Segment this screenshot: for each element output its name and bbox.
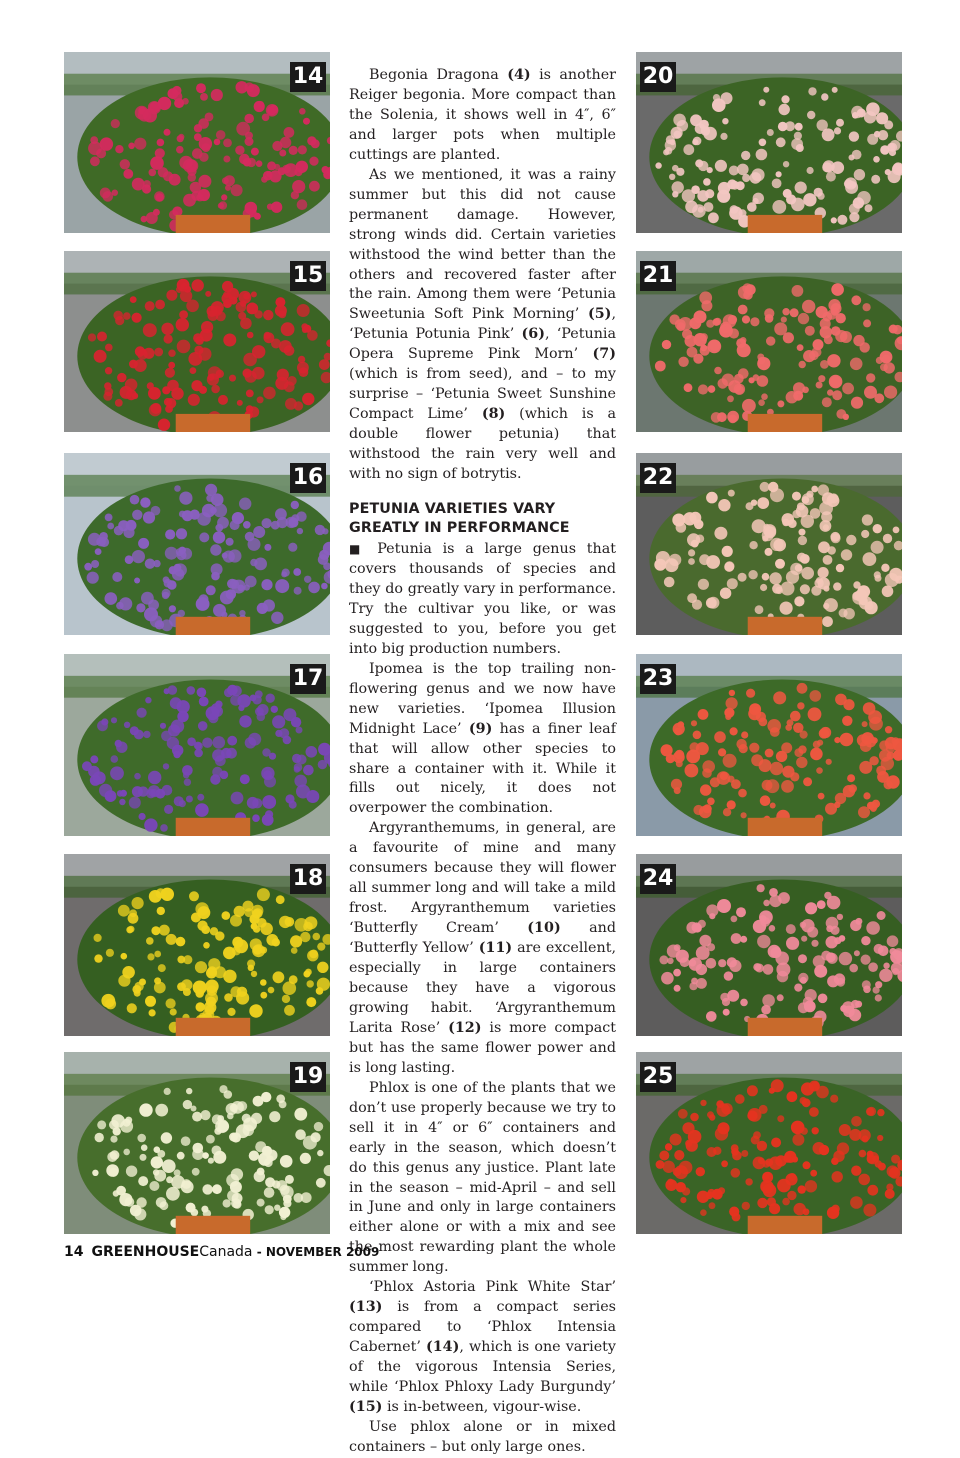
- paragraph: ■ Petunia is a large genus that covers thousands of species and they do greatly vary in performance. Try the cultivar you like, or was suggested to you, before you get into big production numbers.: [349, 541, 616, 657]
- photo-number: 15: [290, 261, 326, 291]
- paragraph: Argyranthemums, in general, are a favourite of mine and many consumers because they will flower all summer long and will take a mild frost. Argyranthemum varieties ‘Butterfly Cream’ (10) and ‘Butterfly Yellow’ (11) are excellent, especially in large containers because they have a vigorous growing habit. ‘Argyranthemum Larita Rose’ (12) is more compact but has the same flower power and is long lasting.: [349, 820, 617, 1076]
- photo-25: [636, 1052, 902, 1234]
- photo-number: 20: [640, 62, 676, 92]
- photo-number: 17: [290, 664, 326, 694]
- photo-23: [636, 654, 902, 836]
- photo-number: 21: [640, 261, 676, 291]
- photo-number: 23: [640, 664, 676, 694]
- photo-number: 24: [640, 864, 676, 894]
- issue-date: - NOVEMBER 2009: [252, 1245, 380, 1259]
- photo-24: [636, 854, 902, 1036]
- paragraph: Ipomea is the top trailing non-flowering genus and we now have new varieties. ‘Ipomea Illusion Midnight Lace’ (9) has a finer leaf that will allow other species to share a container with it. While it fills out nicely, it does not overpower the combination.: [349, 660, 616, 817]
- photo-number: 19: [290, 1062, 326, 1092]
- paragraph: Use phlox alone or in mixed containers – but only large ones.: [349, 1418, 616, 1455]
- photo-19: [64, 1052, 330, 1234]
- paragraph: As we mentioned, it was a rainy summer but this did not cause permanent damage. However, strong winds did. Certain varieties withstood the wind better than the others and recovered faster after the rain. Among them were ‘Petunia Sweetunia Soft Pink Morning’ (5), ‘Petunia Potunia Pink’ (6), ‘Petunia Opera Supreme Pink Morn’ (7) (which is from seed), and – to my surprise – ‘Petunia Sweet Sunshine Compact Lime’ (8) (which is a double flower petunia) that withstood the rain very well and with no sign of botrytis.: [349, 166, 616, 483]
- photo-17: [64, 654, 330, 836]
- section-heading: PETUNIA VARIETIES VARY GREATLY IN PERFORMANCE: [349, 501, 570, 537]
- photo-number: 16: [290, 463, 326, 493]
- photo-22: [636, 453, 902, 635]
- photo-15: [64, 251, 330, 432]
- photo-number: 22: [640, 463, 676, 493]
- paragraph: Begonia Dragona (4) is another Reiger begonia. More compact than the Solenia, it shows well in 4″, 6″ and larger pots when multiple cuttings are planted.: [349, 67, 616, 163]
- photo-14: [64, 52, 330, 233]
- photo-21: [636, 251, 902, 432]
- page-footer: [64, 1244, 379, 1260]
- photo-20: [636, 52, 902, 233]
- paragraph: ‘Phlox Astoria Pink White Star’ (13) is from a compact series compared to ‘Phlox Intensia Cabernet’ (14), which is one variety of the vigorous Intensia Series, while ‘Phlox Phloxy Lady Burgundy’ (15) is in-between, vigour-wise.: [349, 1279, 617, 1415]
- magazine-name: GREENHOUSE: [91, 1244, 200, 1260]
- page-number: 14: [64, 1244, 84, 1260]
- photo-number: 14: [290, 62, 326, 92]
- bullet-icon: ■: [349, 542, 367, 557]
- paragraph: Phlox is one of the plants that we don’t use properly because we try to sell it in 4″ or 6″ containers and early in the season, which doesn’t do this genus any justice. Plant late in the season – mid-April – and sell in June and only in large containers either alone or with a mix and see the most rewarding plant the whole summer long.: [349, 1079, 616, 1276]
- photo-16: [64, 453, 330, 635]
- photo-number: 25: [640, 1062, 676, 1092]
- magazine-name-light: Canada: [199, 1244, 253, 1260]
- photo-number: 18: [290, 864, 326, 894]
- article-column: [349, 66, 616, 1458]
- photo-18: [64, 854, 330, 1036]
